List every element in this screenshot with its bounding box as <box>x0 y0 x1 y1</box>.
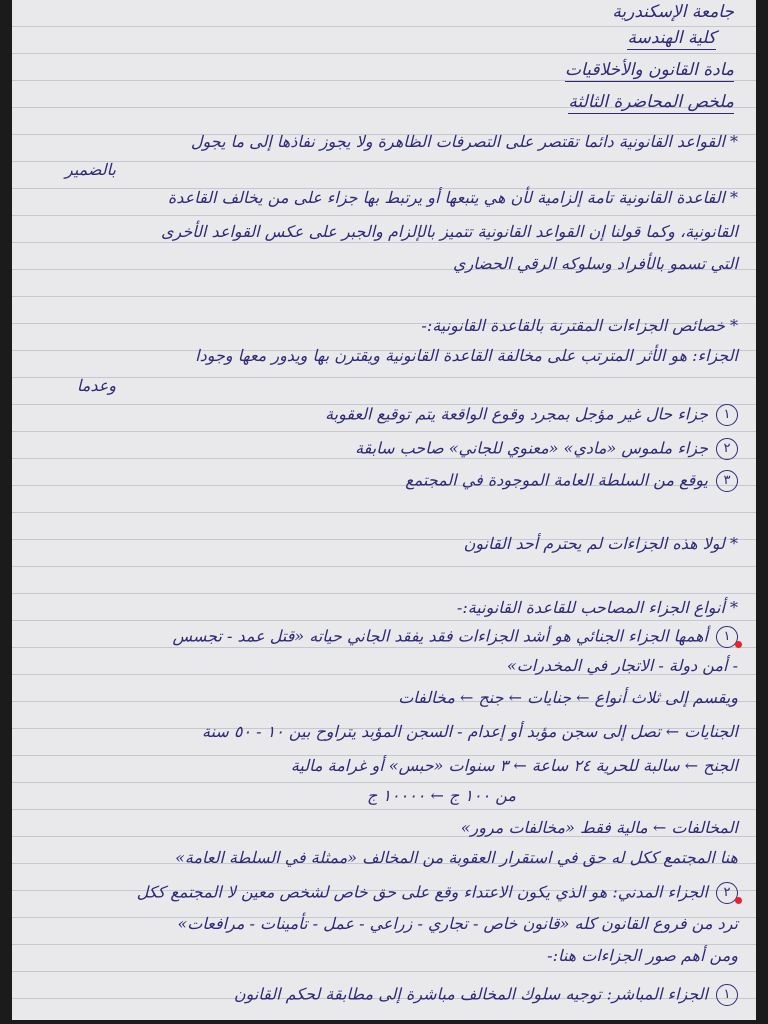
section-heading: * أنواع الجزاء المصاحب للقاعدة القانونية:- <box>456 598 738 617</box>
note-line: ومن أهم صور الجزاءات هنا:- <box>547 946 738 965</box>
header-faculty: كلية الهندسة <box>627 28 716 48</box>
item-text: جزاء ملموس «مادي» «معنوي للجاني» صاحب سابقة <box>355 438 708 458</box>
note-line: * لولا هذه الجزاءات لم يحترم أحد القانون <box>463 534 738 553</box>
numbered-item <box>22 984 738 1006</box>
note-line: وعدما <box>76 376 116 395</box>
note-line: * القواعد القانونية دائما تقتصر على التصرفات الظاهرة ولا يجوز نفاذها إلى ما يجول <box>190 132 738 151</box>
note-line: هنا المجتمع ككل له حق في استقرار العقوبة من المخالف «ممثلة في السلطة العامة» <box>175 848 738 867</box>
header-university: جامعة الإسكندرية <box>612 2 734 22</box>
note-line: القانونية، وكما قولنا إن القواعد القانونية تتميز بالإلزام والجبر على عكس القواعد الأخرى <box>161 222 738 241</box>
item-text: الجزاء المدني: هو الذي يكون الاعتداء وقع على حق خاص لشخص معين لا المجتمع ككل <box>136 882 708 902</box>
item-number-badge: ١ <box>716 404 738 426</box>
section-heading: * خصائص الجزاءات المقترنة بالقاعدة القانونية:- <box>421 316 738 335</box>
note-line: الجنح ← سالبة للحرية ٢٤ ساعة ← ٣ سنوات «حبس» أو غرامة مالية <box>290 756 738 775</box>
note-line: المخالفات ← مالية فقط «مخالفات مرور» <box>460 818 738 837</box>
note-line: * القاعدة القانونية تامة إلزامية لأن هي يتبعها أو يرتبط بها جزاء على من يخالف القاعدة <box>167 188 738 207</box>
item-text: جزاء حال غير مؤجل بمجرد وقوع الواقعة يتم توقيع العقوبة <box>325 404 708 424</box>
header-lecture: ملخص المحاضرة الثالثة <box>568 92 734 112</box>
item-number-badge: ١ <box>716 626 738 648</box>
numbered-item <box>22 626 738 648</box>
note-line: ويقسم إلى ثلاث أنواع ← جنايات ← جنح ← مخالفات <box>398 688 738 707</box>
numbered-item <box>22 404 738 426</box>
note-line: بالضمير <box>65 160 116 179</box>
numbered-item <box>22 882 738 904</box>
note-line: التي تسمو بالأفراد وسلوكه الرقي الحضاري <box>453 254 738 273</box>
red-marker-dot <box>735 897 742 904</box>
item-text: الجزاء المباشر: توجيه سلوك المخالف مباشرة إلى مطابقة لحكم القانون <box>233 984 708 1004</box>
item-number-badge: ١ <box>716 984 738 1006</box>
numbered-item <box>22 438 738 460</box>
note-line: من ١٠٠ ج ← ١٠٠٠٠ ج <box>366 786 516 805</box>
note-line: الجزاء: هو الأثر المترتب على مخالفة القاعدة القانونية ويقترن بها ويدور معها وجودا <box>195 346 738 365</box>
notebook-page <box>12 0 756 1020</box>
item-text: يوقع من السلطة العامة الموجودة في المجتمع <box>405 470 708 490</box>
item-number-badge: ٢ <box>716 882 738 904</box>
numbered-item <box>22 470 738 492</box>
red-marker-dot <box>735 641 742 648</box>
note-line: الجنايات ← تصل إلى سجن مؤبد أو إعدام - السجن المؤبد يتراوح بين ١٠ - ٥٠ سنة <box>201 722 738 741</box>
item-number-badge: ٢ <box>716 438 738 460</box>
header-subject: مادة القانون والأخلاقيات <box>565 60 734 80</box>
note-line: ترد من فروع القانون كله «قانون خاص - تجاري - زراعي - عمل - تأمينات - مرافعات» <box>177 914 738 933</box>
item-text: أهمها الجزاء الجنائي هو أشد الجزاءات فقد يفقد الجاني حياته «قتل عمد - تجسس <box>172 626 708 646</box>
note-line: - أمن دولة - الاتجار في المخدرات» <box>506 656 738 675</box>
item-number-badge: ٣ <box>716 470 738 492</box>
